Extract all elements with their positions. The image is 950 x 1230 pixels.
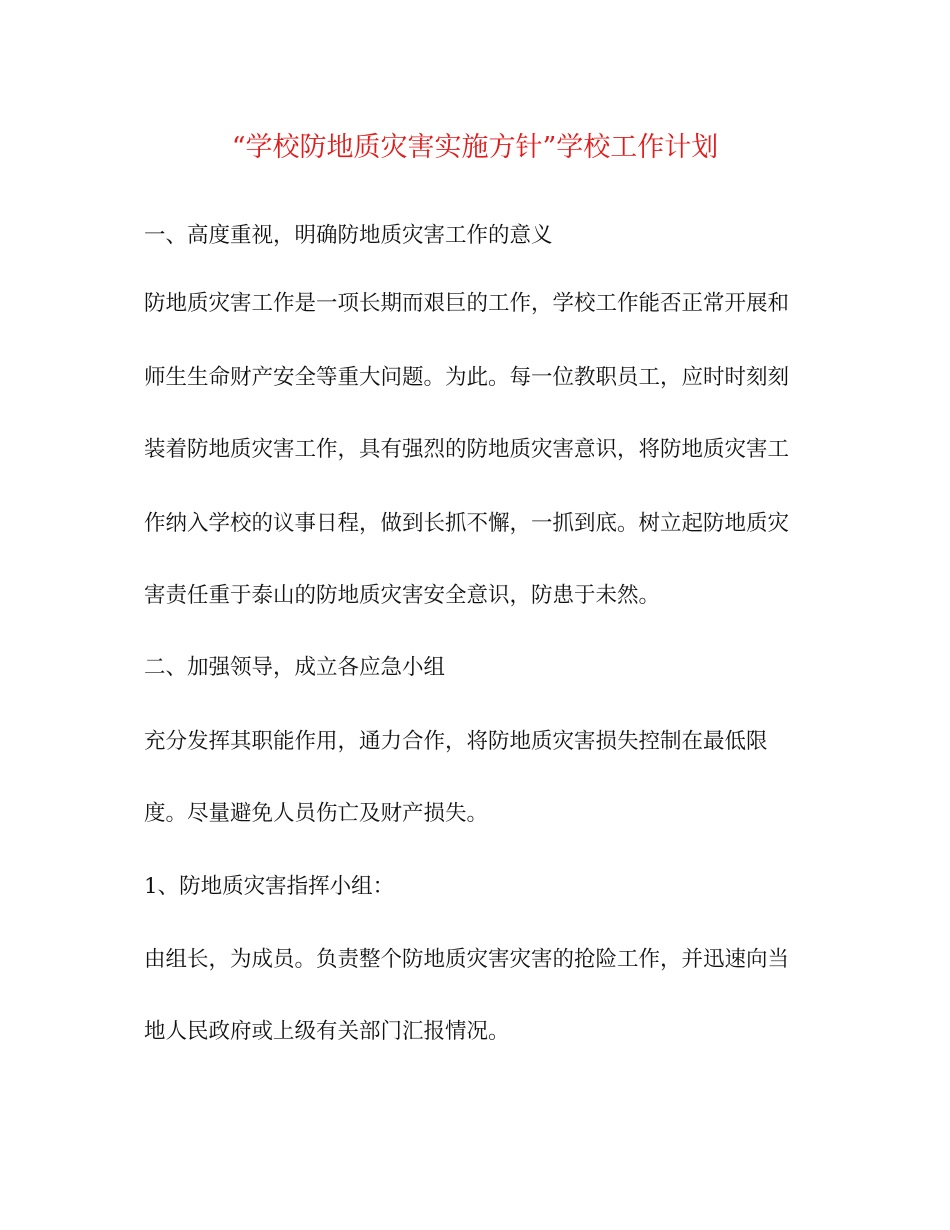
- section-heading-2: 二、加强领导，成立各应急小组: [144, 655, 446, 680]
- paragraph-line: 防地质灾害工作是一项长期而艰巨的工作，学校工作能否正常开展和: [144, 291, 790, 316]
- paragraph-line: 害责任重于泰山的防地质灾害安全意识，防患于未然。: [144, 583, 661, 608]
- paragraph-line: 师生生命财产安全等重大问题。为此。每一位教职员工，应时时刻刻: [144, 365, 790, 390]
- paragraph-line: 由组长，为成员。负责整个防地质灾害灾害的抢险工作，并迅速向当: [144, 947, 790, 972]
- section-heading-1: 一、高度重视，明确防地质灾害工作的意义: [144, 223, 553, 248]
- subsection-heading-1: 1、防地质灾害指挥小组：: [144, 874, 395, 899]
- document-title: “学校防地质灾害实施方针”学校工作计划: [231, 132, 719, 163]
- paragraph-line: 装着防地质灾害工作，具有强烈的防地质灾害意识，将防地质灾害工: [144, 437, 790, 462]
- paragraph-line: 充分发挥其职能作用，通力合作，将防地质灾害损失控制在最低限: [144, 729, 768, 754]
- paragraph-line: 度。尽量避免人员伤亡及财产损失。: [144, 801, 489, 826]
- paragraph-line: 地人民政府或上级有关部门汇报情况。: [144, 1019, 510, 1044]
- paragraph-line: 作纳入学校的议事日程，做到长抓不懈，一抓到底。树立起防地质灾: [144, 511, 790, 536]
